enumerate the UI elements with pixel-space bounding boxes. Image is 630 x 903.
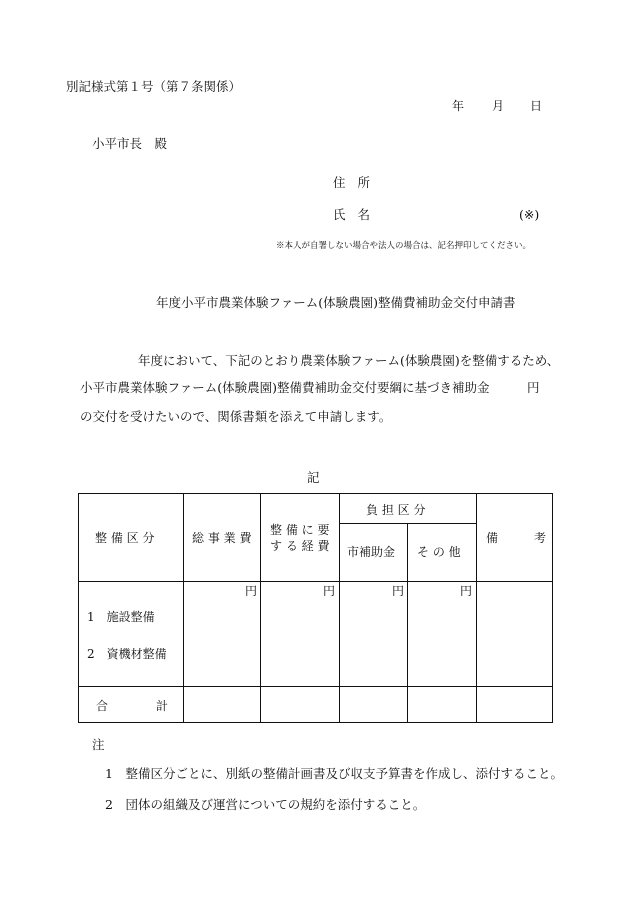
yen-unit-required: 円: [323, 584, 336, 598]
table-divider: [476, 494, 477, 722]
note-item: 2 団体の組織及び運営についての規約を添付すること。: [105, 797, 426, 812]
address-label: 住所: [333, 175, 383, 190]
header-remarks-1: 備: [486, 531, 499, 545]
addressee: 小平市長 殿: [92, 136, 168, 151]
table-divider: [339, 494, 340, 722]
table-divider: [79, 686, 552, 687]
date-month: 月: [492, 99, 505, 113]
cost-table: [78, 493, 553, 723]
header-required-cost-2: す る 経 費: [270, 539, 330, 553]
notes-heading: 注: [92, 737, 105, 752]
document-title: 年度小平市農業体験ファーム(体験農園)整備費補助金交付申請書: [156, 295, 516, 310]
seal-mark: (※): [519, 207, 540, 222]
row-facility: 1 施設整備: [87, 610, 155, 624]
header-total-cost: 総 事 業 費: [192, 531, 252, 545]
header-city-subsidy: 市補助金: [347, 545, 396, 559]
date-day: 日: [530, 99, 543, 113]
signature-note: ※本人が自署しない場合や法人の場合は、記名押印してください。: [276, 241, 532, 251]
note-item: 1 整備区分ごとに、別紙の整備計画書及び収支予算書を作成し、添付すること。: [105, 766, 563, 781]
body-line-3: の交付を受けたいので、関係書類を添えて申請します。: [80, 409, 392, 424]
total-label-2: 計: [156, 699, 169, 713]
body-line-2: 小平市農業体験ファーム(体験農園)整備費補助金交付要綱に基づき補助金: [80, 380, 490, 395]
ki-heading: 記: [307, 470, 320, 485]
table-divider: [183, 494, 184, 722]
header-other: そ の 他: [417, 545, 461, 559]
subsidy-amount-unit: 円: [527, 380, 540, 395]
header-remarks-2: 考: [534, 531, 547, 545]
form-number: 別記様式第１号（第７条関係）: [66, 79, 242, 94]
name-label: 氏名: [333, 207, 383, 222]
header-required-cost-1: 整 備 に 要: [270, 523, 330, 537]
date-line: [452, 100, 542, 112]
table-divider: [339, 523, 476, 524]
header-burden: 負 担 区 分: [366, 503, 426, 517]
total-label-1: 合: [96, 699, 109, 713]
yen-unit-total: 円: [245, 584, 258, 598]
row-equipment: 2 資機材整備: [87, 647, 167, 661]
table-divider: [260, 494, 261, 722]
table-divider: [79, 581, 552, 582]
yen-unit-other: 円: [460, 584, 473, 598]
table-divider: [407, 524, 408, 722]
yen-unit-city: 円: [392, 584, 405, 598]
header-category: 整 備 区 分: [95, 531, 155, 545]
date-year: 年: [452, 99, 465, 113]
body-line-1: 年度において、下記のとおり農業体験ファーム(体験農園)を整備するため、: [138, 353, 560, 368]
